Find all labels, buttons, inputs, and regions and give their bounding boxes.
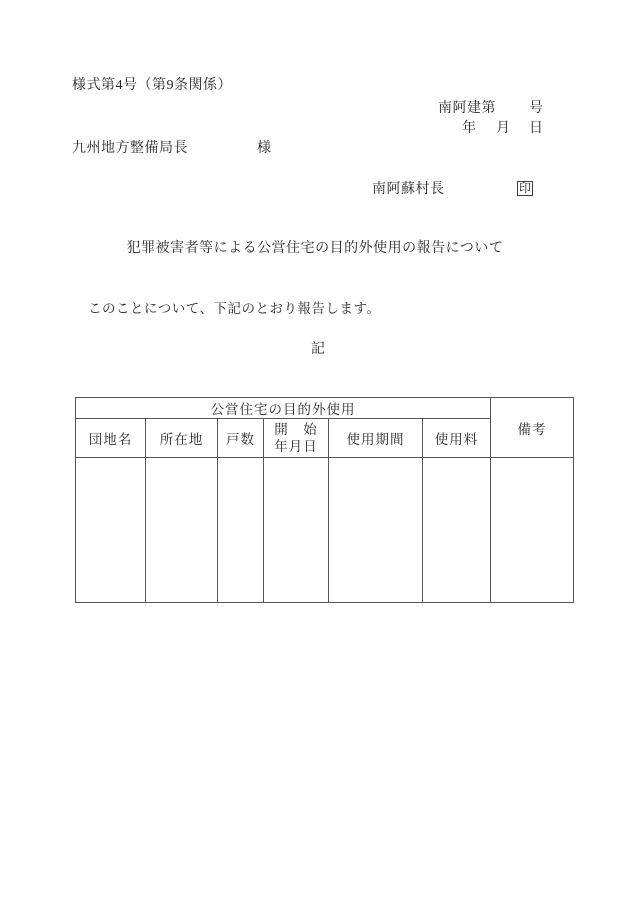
body-cell-use-period [329,458,423,603]
table-group-header: 公営住宅の目的外使用 [76,398,491,419]
body-cell-unit-count [218,458,264,603]
body-text: このことについて、下記のとおり報告します。 [88,301,381,316]
record-marker: 記 [311,342,326,357]
col-header-unit-count: 戸数 [218,419,264,458]
report-table [75,397,574,603]
date-year-label: 年 [462,121,477,136]
seal-mark [517,181,533,196]
body-cell-use-fee [423,458,491,603]
addressee-honorific: 様 [257,141,272,156]
document-title: 犯罪被害者等による公営住宅の目的外使用の報告について [126,241,504,256]
date-month-label: 月 [496,121,511,136]
body-cell-location [146,458,218,603]
sender-name: 南阿蘇村長 [372,182,445,197]
col-header-remarks: 備考 [491,398,574,458]
date-day-label: 日 [529,121,544,136]
col-header-use-period: 使用期間 [329,419,423,458]
body-cell-estate-name [76,458,146,603]
addressee-name: 九州地方整備局長 [72,141,188,156]
form-number: 様式第4号（第9条関係） [72,78,232,93]
col-header-use-fee: 使用料 [423,419,491,458]
col-header-estate-name: 団地名 [76,419,146,458]
col-header-start-date [264,419,329,458]
col-header-start-date-line2: 年月日 [274,439,318,454]
doc-number-prefix: 南阿建第 [438,101,496,116]
seal-label: 印 [519,181,532,195]
col-header-location: 所在地 [146,419,218,458]
col-header-start-date-line1: 開 始 [274,422,318,437]
body-cell-remarks [491,458,574,603]
doc-number-suffix: 号 [529,101,544,116]
body-cell-start-date [264,458,329,603]
table-row [76,458,574,603]
